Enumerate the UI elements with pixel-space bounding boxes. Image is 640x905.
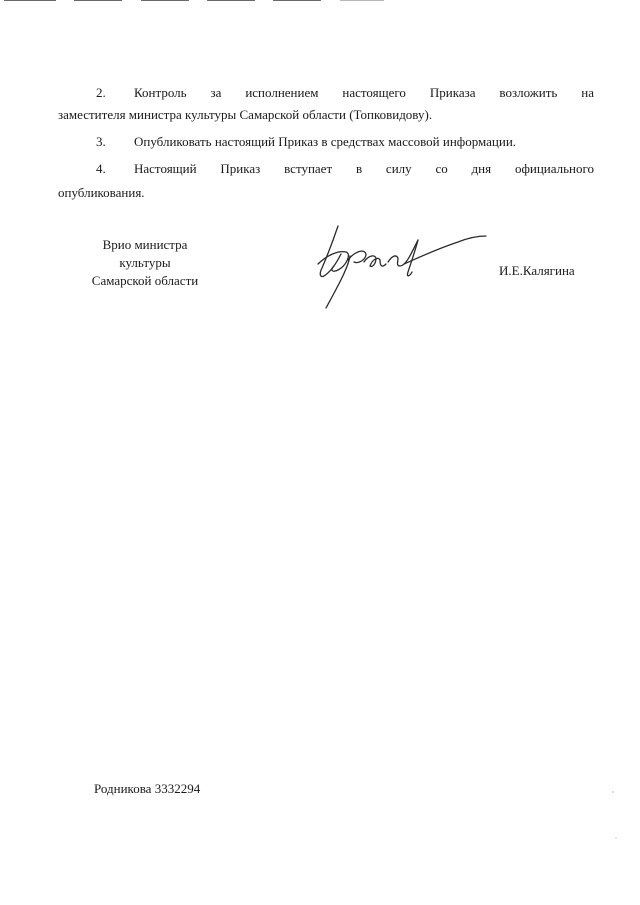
item-number: 4. xyxy=(96,161,106,176)
scan-speck xyxy=(612,791,613,792)
item-number: 3. xyxy=(96,134,106,149)
scan-mark xyxy=(340,0,384,1)
scan-speck xyxy=(615,837,616,838)
scan-mark xyxy=(74,0,122,1)
scan-mark xyxy=(207,0,255,1)
handwritten-signature xyxy=(308,216,494,316)
item-text: Настоящий Приказ вступает в силу со дня официального xyxy=(134,161,594,176)
position-line: Самарской области xyxy=(91,273,199,288)
item-3-line xyxy=(96,131,516,153)
position-line: культуры xyxy=(119,255,171,270)
executor-contact: Родникова 3332294 xyxy=(94,781,201,796)
item-2-first-line xyxy=(58,82,594,104)
item-4-first-line xyxy=(58,158,594,180)
scan-specks xyxy=(610,780,620,860)
item-2-continuation: заместителя министра культуры Самарской области (Топковидову). xyxy=(58,107,433,122)
scan-mark xyxy=(4,0,56,1)
scan-mark xyxy=(141,0,189,1)
item-4-continuation: опубликования. xyxy=(58,185,145,200)
scan-mark xyxy=(273,0,321,1)
signatory-position xyxy=(70,236,220,290)
signer-name: И.Е.Калягина xyxy=(499,263,575,278)
item-number: 2. xyxy=(96,85,106,100)
item-text: Опубликовать настоящий Приказ в средствах массовой информации. xyxy=(134,134,517,149)
top-scan-marks xyxy=(0,0,640,4)
item-text: Контроль за исполнением настоящего Приказа возложить на xyxy=(134,85,594,100)
position-line: Врио министра xyxy=(102,237,188,252)
